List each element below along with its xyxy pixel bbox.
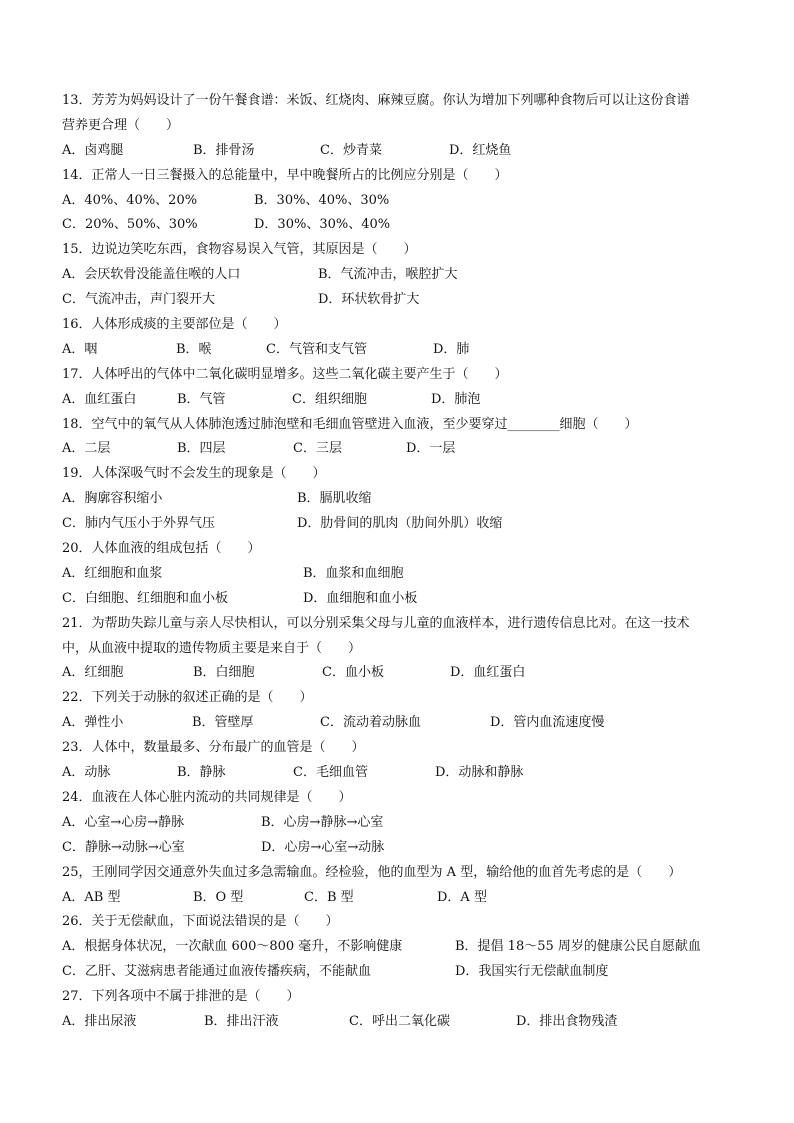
- answer-option: D．30%、30%、40%: [254, 217, 391, 233]
- option-row: [62, 139, 742, 164]
- question-stem: 18．空气中的氧气从人体肺泡透过肺泡壁和毛细血管壁进入血液，至少要穿过________细胞（ ）: [62, 416, 638, 432]
- answer-option: C．白细胞、红细胞和血小板: [62, 590, 228, 606]
- option-row: [62, 661, 742, 686]
- option-row: [62, 189, 742, 214]
- option-row: [62, 935, 742, 960]
- option-row: [62, 1010, 742, 1035]
- question-list: [62, 89, 742, 1035]
- answer-option: C．炒青菜: [320, 142, 382, 158]
- answer-option: C．静脉→动脉→心室: [62, 839, 185, 855]
- answer-option: A．动脉: [62, 765, 111, 781]
- answer-option: B．喉: [176, 341, 212, 357]
- answer-option: A．血红蛋白: [62, 391, 137, 407]
- answer-option: C．毛细血管: [293, 765, 368, 781]
- answer-option: D．动脉和静脉: [435, 765, 524, 781]
- answer-option: C．20%、50%、30%: [62, 217, 198, 233]
- option-row: [62, 288, 742, 313]
- answer-option: C．乙肝、艾滋病患者能通过血液传播疾病，不能献血: [62, 964, 371, 980]
- question-stem: 25，王刚同学因交通意外失血过多急需输血。经检验，他的血型为 A 型，输给他的血首先考虑的是（ ）: [62, 864, 682, 880]
- answer-option: B．管壁厚: [192, 715, 254, 731]
- answer-option: C．呼出二氧化碳: [349, 1013, 450, 1029]
- answer-option: D．肋骨间的肌肉（肋间外肌）收缩: [297, 516, 503, 532]
- answer-option: A．红细胞: [62, 665, 124, 681]
- option-row: [62, 263, 742, 288]
- answer-option: D．一层: [406, 441, 456, 457]
- answer-option: A．根据身体状况，一次献血 600～800 毫升，不影响健康: [62, 939, 403, 955]
- option-row: [62, 338, 742, 363]
- answer-option: A．咽: [62, 341, 98, 357]
- answer-option: C．血小板: [322, 665, 384, 681]
- answer-option: C．B 型: [304, 889, 354, 905]
- answer-option: B．气流冲击，喉腔扩大: [318, 267, 458, 283]
- question-stem: 16．人体形成痰的主要部位是（ ）: [62, 317, 287, 333]
- question-stem: 21．为帮助失踪儿童与亲人尽快相认，可以分别采集父母与儿童的血液样本，进行遗传信息比对。在这一技术: [62, 615, 690, 631]
- answer-option: A．二层: [62, 441, 111, 457]
- question-stem: 22．下列关于动脉的叙述正确的是（ ）: [62, 690, 313, 706]
- answer-option: A．卤鸡腿: [62, 142, 124, 158]
- answer-option: B．四层: [177, 441, 226, 457]
- option-row: [62, 562, 742, 587]
- question-stem: 20．人体血液的组成包括（ ）: [62, 541, 261, 557]
- answer-option: D．血细胞和血小板: [303, 590, 418, 606]
- option-row: [62, 960, 742, 985]
- answer-option: B．心房→静脉→心室: [261, 814, 384, 830]
- question-stem: 17．人体呼出的气体中二氧化碳明显增多。这些二氧化碳主要产生于（ ）: [62, 366, 508, 382]
- question-stem: 23．人体中，数量最多、分布最广的血管是（ ）: [62, 740, 365, 756]
- answer-option: C．气管和支气管: [266, 341, 367, 357]
- answer-option: C．组织细胞: [292, 391, 367, 407]
- question-stem: 中，从血液中提取的遗传物质主要是来自于（ ）: [62, 640, 362, 656]
- question-stem: 27．下列各项中不属于排泄的是（ ）: [62, 989, 300, 1005]
- answer-option: B．排出汗液: [204, 1013, 279, 1029]
- answer-option: D．环状软骨扩大: [318, 292, 420, 308]
- answer-option: B．膈肌收缩: [297, 491, 372, 507]
- option-row: [62, 512, 742, 537]
- answer-option: D．肺: [433, 341, 470, 357]
- question-stem: 26．关于无偿献血，下面说法错误的是（ ）: [62, 914, 339, 930]
- answer-option: B．提倡 18～55 周岁的健康公民自愿献血: [455, 939, 701, 955]
- answer-option: D．红烧鱼: [449, 142, 512, 158]
- question-stem: 14．正常人一日三餐摄入的总能量中，早中晚餐所占的比例应分别是（ ）: [62, 167, 508, 183]
- option-row: [62, 487, 742, 512]
- answer-option: B．O 型: [193, 889, 244, 905]
- question-stem: 19．人体深吸气时不会发生的现象是（ ）: [62, 466, 326, 482]
- option-row: [62, 886, 742, 911]
- answer-option: C．流动着动脉血: [320, 715, 421, 731]
- answer-option: C．肺内气压小于外界气压: [62, 516, 215, 532]
- option-row: [62, 761, 742, 786]
- answer-option: D．心房→心室→动脉: [261, 839, 385, 855]
- option-row: [62, 213, 742, 238]
- answer-option: B．白细胞: [193, 665, 255, 681]
- option-row: [62, 711, 742, 736]
- answer-option: B．静脉: [177, 765, 226, 781]
- answer-option: C．三层: [293, 441, 342, 457]
- answer-option: D．血红蛋白: [450, 665, 526, 681]
- option-row: [62, 587, 742, 612]
- option-row: [62, 437, 742, 462]
- answer-option: B．排骨汤: [193, 142, 255, 158]
- answer-option: A．40%、40%、20%: [62, 192, 198, 208]
- answer-option: C．气流冲击，声门裂开大: [62, 292, 215, 308]
- answer-option: B．血浆和血细胞: [303, 565, 404, 581]
- question-stem: 营养更合理（ ）: [62, 117, 180, 133]
- answer-option: B．30%、40%、30%: [254, 192, 390, 208]
- option-row: [62, 388, 742, 413]
- answer-option: D．排出食物残渣: [516, 1013, 618, 1029]
- answer-option: A．AB 型: [62, 889, 121, 905]
- option-row: [62, 836, 742, 861]
- question-stem: 24．血液在人体心脏内流动的共同规律是（ ）: [62, 789, 352, 805]
- answer-option: A．心室→心房→静脉: [62, 814, 185, 830]
- answer-option: A．排出尿液: [62, 1013, 137, 1029]
- answer-option: D．我国实行无偿献血制度: [455, 964, 609, 980]
- question-stem: 15．边说边笑吃东西，食物容易误入气管，其原因是（ ）: [62, 242, 417, 258]
- option-row: [62, 811, 742, 836]
- answer-option: A．弹性小: [62, 715, 124, 731]
- answer-option: A．胸廓容积缩小: [62, 491, 163, 507]
- question-stem: 13．芳芳为妈妈设计了一份午餐食谱：米饭、红烧肉、麻辣豆腐。你认为增加下列哪种食物后可以让这份食谱: [62, 93, 690, 108]
- answer-option: B．气管: [177, 391, 226, 407]
- answer-option: D．肺泡: [431, 391, 481, 407]
- answer-option: D．管内血流速度慢: [490, 715, 605, 731]
- answer-option: A．红细胞和血浆: [62, 565, 163, 581]
- answer-option: A．会厌软骨没能盖住喉的人口: [62, 267, 241, 283]
- answer-option: D．A 型: [437, 889, 487, 905]
